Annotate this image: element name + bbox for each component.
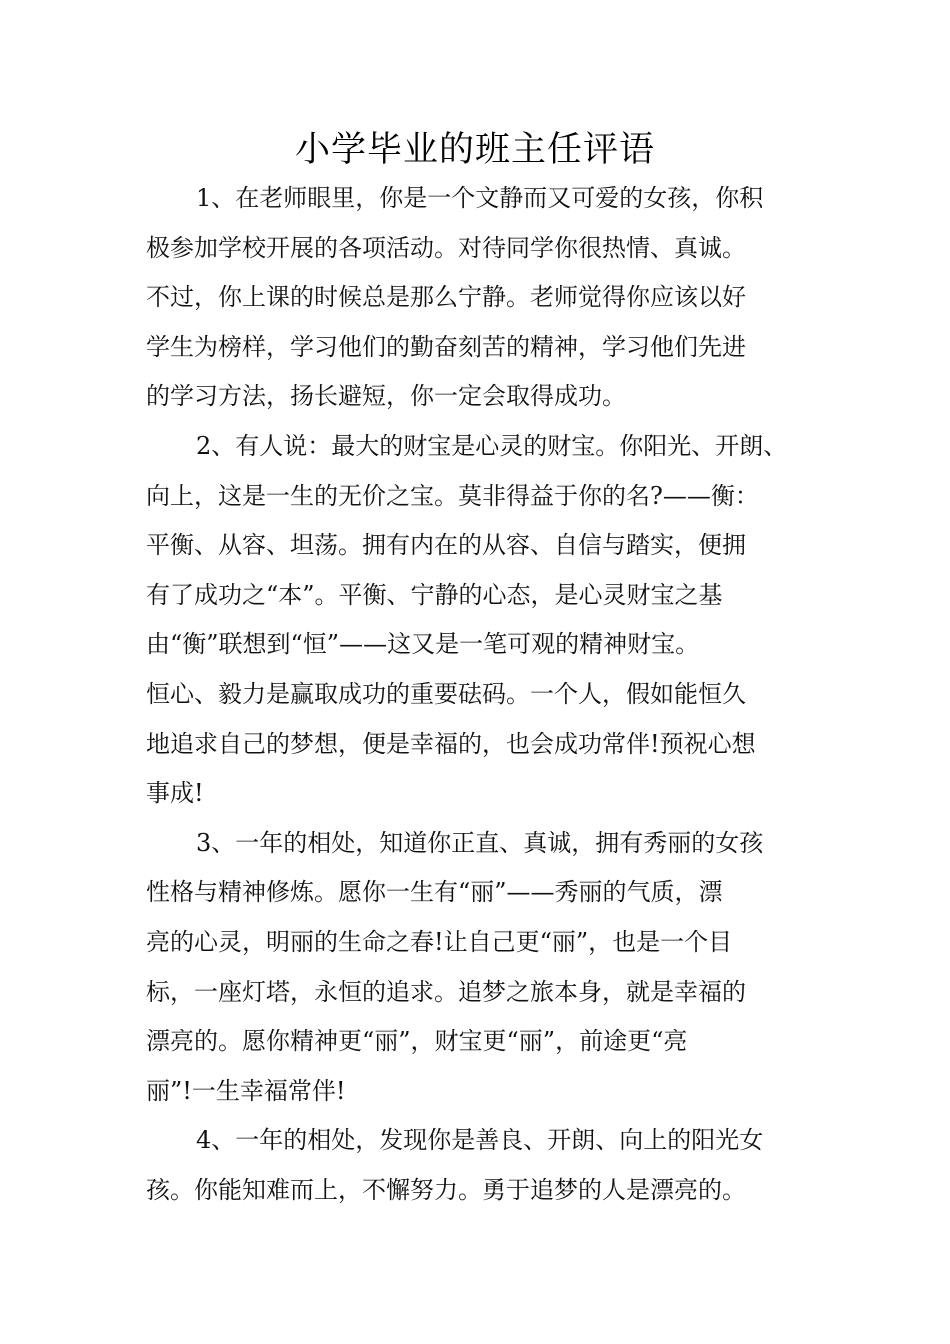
document-body	[146, 174, 811, 1215]
paragraph-3-line-4: 标，一座灯塔，永恒的追求。追梦之旅本身，就是幸福的	[146, 977, 746, 1006]
paragraph-2-line-7: 地追求自己的梦想，便是幸福的，也会成功常伴!预祝心想	[146, 729, 756, 758]
paragraph-4-line-2: 孩。你能知难而上，不懈努力。勇于追梦的人是漂亮的。	[146, 1175, 746, 1204]
paragraph-2-line-8: 事成!	[146, 779, 204, 808]
paragraph-1-line-2: 极参加学校开展的各项活动。对待同学你很热情、真诚。	[146, 233, 746, 262]
paragraph-3-line-1: 3、一年的相处，知道你正直、真诚，拥有秀丽的女孩	[196, 828, 764, 857]
document-title: 小学毕业的班主任评语	[294, 130, 655, 170]
paragraph-1-line-1: 1、在老师眼里，你是一个文静而又可爱的女孩，你积	[196, 184, 764, 212]
paragraph-3-line-5: 漂亮的。愿你精神更“丽”，财宝更“丽”，前途更“亮	[146, 1027, 688, 1056]
paragraph-2-line-5: 由“衡”联想到“恒”——这又是一笔可观的精神财宝。	[146, 630, 700, 659]
paragraph-2-line-2: 向上，这是一生的无价之宝。莫非得益于你的名?——衡：	[146, 481, 759, 510]
paragraph-1-line-3: 不过，你上课的时候总是那么宁静。老师觉得你应该以好	[146, 283, 746, 312]
paragraph-2-line-6: 恒心、毅力是赢取成功的重要砝码。一个人，假如能恒久	[146, 679, 746, 708]
paragraph-2-line-4: 有了成功之“本”。平衡、宁静的心态，是心灵财宝之基	[146, 580, 723, 609]
paragraph-3-line-6: 丽”!一生幸福常伴!	[146, 1076, 346, 1105]
paragraph-2-line-1: 2、有人说：最大的财宝是心灵的财宝。你阳光、开朗、	[196, 431, 788, 460]
paragraph-4-line-1: 4、一年的相处，发现你是善良、开朗、向上的阳光女	[196, 1126, 764, 1155]
paragraph-3-line-3: 亮的心灵，明丽的生命之春!让自己更“丽”，也是一个目	[146, 927, 733, 956]
paragraph-1-line-4: 学生为榜样，学习他们的勤奋刻苦的精神，学习他们先进	[146, 332, 746, 361]
paragraph-2-line-3: 平衡、从容、坦荡。拥有内在的从容、自信与踏实，便拥	[146, 531, 746, 560]
paragraph-1-line-5: 的学习方法，扬长避短，你一定会取得成功。	[146, 382, 626, 411]
paragraph-3-line-2: 性格与精神修炼。愿你一生有“丽”——秀丽的气质，漂	[146, 878, 723, 907]
